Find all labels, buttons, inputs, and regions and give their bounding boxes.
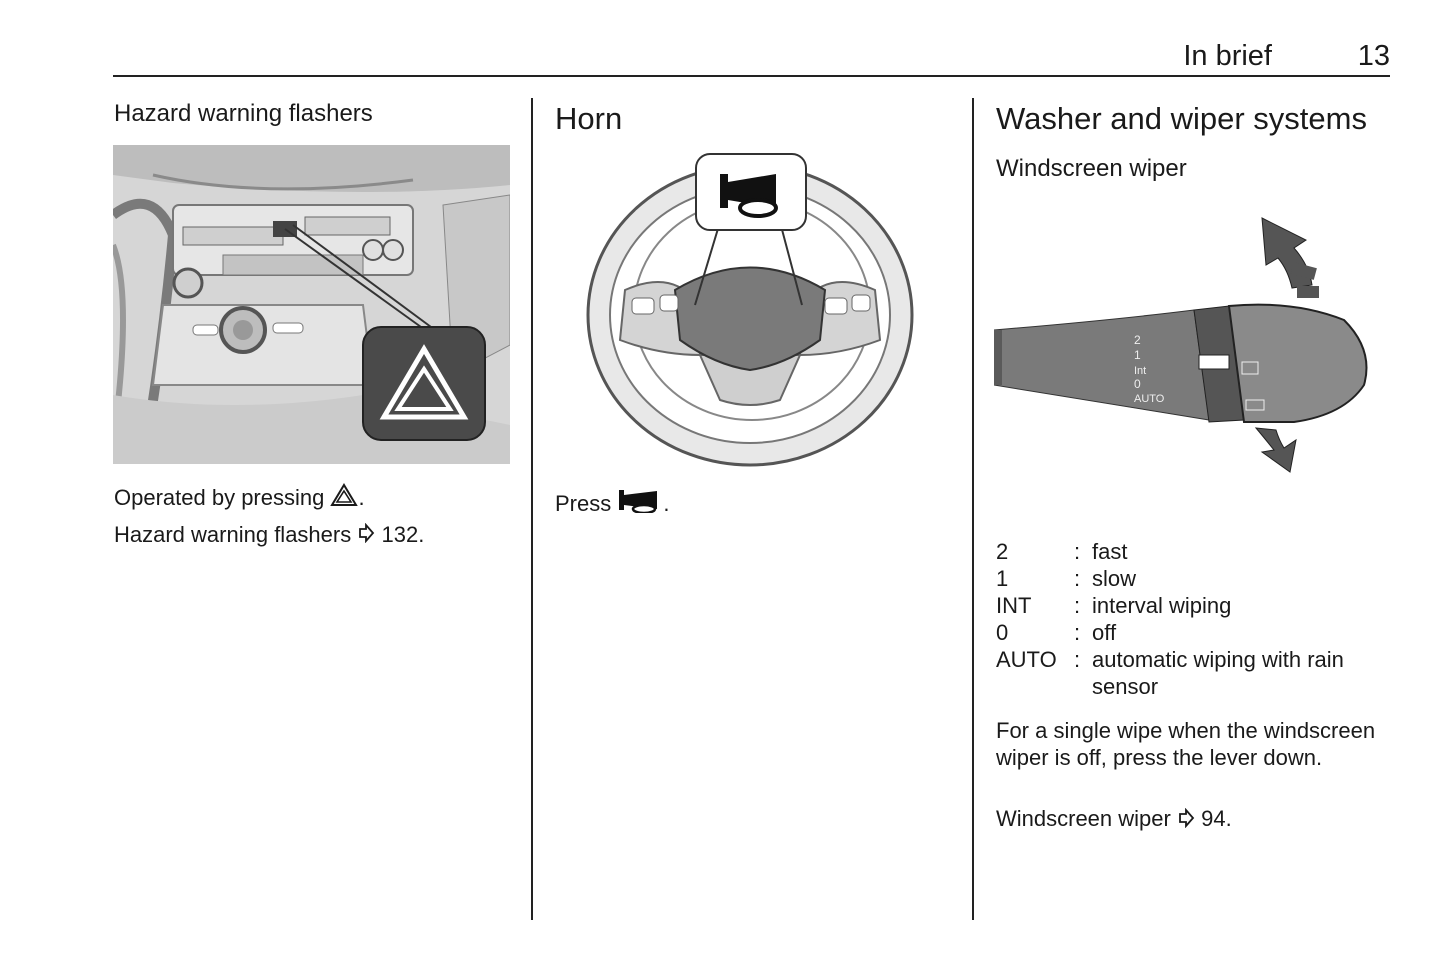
lever-label-auto: AUTO bbox=[1134, 393, 1165, 405]
legend-separator: : bbox=[1074, 539, 1081, 564]
header-chapter-title: In brief bbox=[1183, 40, 1272, 72]
legend-value: off bbox=[1092, 620, 1117, 645]
legend-row bbox=[996, 565, 1382, 592]
legend-key: INT bbox=[996, 593, 1032, 618]
wiper-lever-illustration bbox=[994, 210, 1379, 480]
legend-separator: : bbox=[1074, 566, 1081, 591]
legend-value: slow bbox=[1092, 566, 1137, 591]
lever-label-int: Int bbox=[1134, 365, 1147, 377]
legend-separator: : bbox=[1074, 620, 1081, 645]
hazard-reference-line bbox=[114, 517, 424, 554]
wiper-reference-line bbox=[996, 801, 1232, 838]
legend-separator: : bbox=[1074, 593, 1081, 618]
wiper-ref-page[interactable]: 94. bbox=[1201, 806, 1232, 831]
legend-row bbox=[996, 592, 1382, 619]
legend-value: interval wiping bbox=[1092, 593, 1232, 618]
lever-down-arrow-icon bbox=[1256, 428, 1296, 472]
horn-icon bbox=[617, 487, 663, 523]
hazard-triangle-icon bbox=[330, 482, 358, 517]
header-rule bbox=[113, 75, 1390, 77]
hazard-dashboard-illustration bbox=[113, 145, 510, 464]
page-reference-arrow-icon bbox=[1177, 803, 1195, 838]
lever-label-0: 0 bbox=[1134, 377, 1141, 391]
legend-row bbox=[996, 619, 1382, 646]
horn-press-line: Press . bbox=[555, 486, 670, 523]
horn-body bbox=[555, 486, 670, 523]
page-number: 13 bbox=[1357, 40, 1390, 72]
page-reference-arrow-icon bbox=[357, 518, 375, 553]
column-divider bbox=[972, 98, 974, 920]
wiper-position-legend bbox=[996, 538, 1382, 700]
lever-label-1: 1 bbox=[1134, 348, 1141, 362]
legend-value: fast bbox=[1092, 539, 1128, 564]
horn-steering-wheel-illustration bbox=[580, 150, 925, 470]
horn-press-text: Press bbox=[555, 491, 612, 516]
legend-row bbox=[996, 646, 1382, 700]
lever-label-2: 2 bbox=[1134, 333, 1141, 347]
wiper-ref-text: Windscreen wiper bbox=[996, 806, 1171, 831]
column-divider bbox=[531, 98, 533, 920]
legend-key: AUTO bbox=[996, 647, 1057, 672]
lever-up-arrow-icon bbox=[1262, 218, 1319, 298]
legend-separator: : bbox=[1074, 647, 1081, 672]
legend-key: 2 bbox=[996, 539, 1009, 564]
hazard-ref-text: Hazard warning flashers bbox=[114, 521, 352, 547]
hazard-body bbox=[114, 480, 424, 553]
legend-key: 1 bbox=[996, 566, 1009, 591]
washer-section-title: Washer and wiper systems bbox=[996, 101, 1367, 136]
legend-key: 0 bbox=[996, 620, 1009, 645]
hazard-operated-text: Operated by pressing bbox=[114, 485, 325, 510]
horn-section-title: Horn bbox=[555, 101, 623, 136]
hazard-section-title: Hazard warning flashers bbox=[114, 100, 373, 127]
single-wipe-paragraph: For a single wipe when the windscreen wiper is off, press the lever down. bbox=[996, 718, 1376, 770]
legend-value: automatic wiping with rain sensor bbox=[1092, 647, 1344, 699]
hazard-operated-line: Operated by pressing . bbox=[114, 480, 424, 517]
wiper-reference bbox=[996, 801, 1232, 838]
legend-row bbox=[996, 538, 1382, 565]
windscreen-wiper-subtitle: Windscreen wiper bbox=[996, 155, 1187, 182]
hazard-ref-page[interactable]: 132. bbox=[381, 521, 425, 547]
